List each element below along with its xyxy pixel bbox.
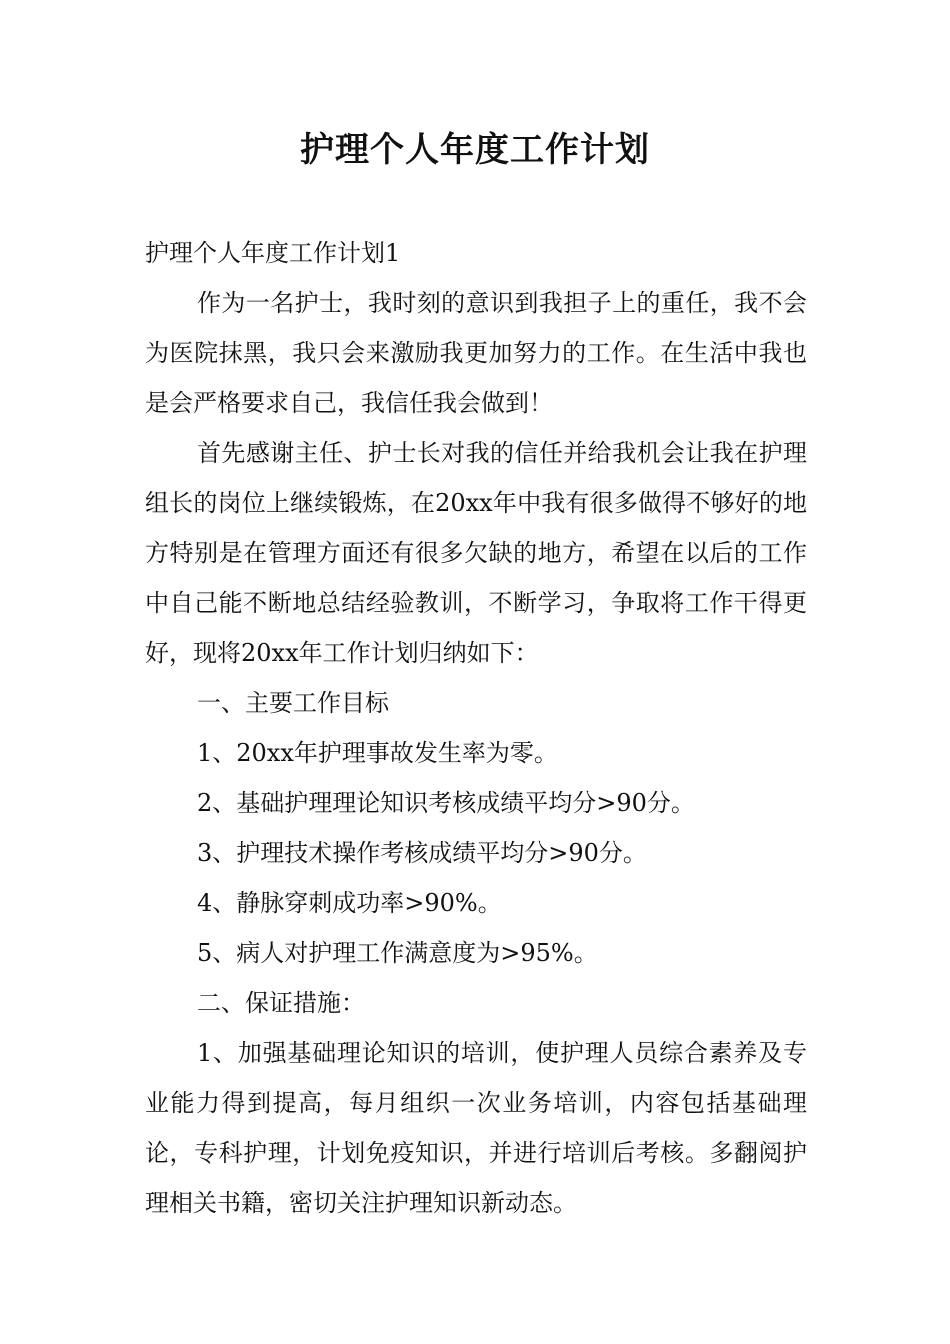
heading-measures: 二、保证措施：: [197, 989, 365, 1017]
section-heading: 护理个人年度工作计划1: [145, 239, 401, 267]
goal-item-5: 5、病人对护理工作满意度为>95%。: [197, 939, 598, 967]
paragraph-intro: 作为一名护士，我时刻的意识到我担子上的重任，我不会为医院抹黑，我只会来激励我更加努力的工作。在生活中我也是会严格要求自己，我信任我会做到！: [145, 289, 807, 417]
goal-item-2: 2、基础护理理论知识考核成绩平均分>90分。: [197, 789, 695, 817]
document-title: 护理个人年度工作计划: [300, 130, 650, 170]
goal-item-3: 3、护理技术操作考核成绩平均分>90分。: [197, 839, 647, 867]
heading-main-goals: 一、主要工作目标: [197, 689, 389, 717]
measure-item-1: 1、加强基础理论知识的培训，使护理人员综合素养及专业能力得到提高，每月组织一次业务培训，内容包括基础理论，专科护理，计划免疫知识，并进行培训后考核。多翻阅护理相关书籍，密切关注护理知识新动态。: [145, 1039, 807, 1217]
paragraph-thanks: 首先感谢主任、护士长对我的信任并给我机会让我在护理组长的岗位上继续锻炼，在20xx年中我有很多做得不够好的地方特别是在管理方面还有很多欠缺的地方，希望在以后的工作中自己能不断地总结经验教训，不断学习，争取将工作干得更好，现将20xx年工作计划归纳如下：: [145, 439, 807, 667]
goal-item-1: 1、20xx年护理事故发生率为零。: [197, 739, 558, 767]
document-body: [145, 228, 807, 1228]
goal-item-4: 4、静脉穿刺成功率>90%。: [197, 889, 502, 917]
